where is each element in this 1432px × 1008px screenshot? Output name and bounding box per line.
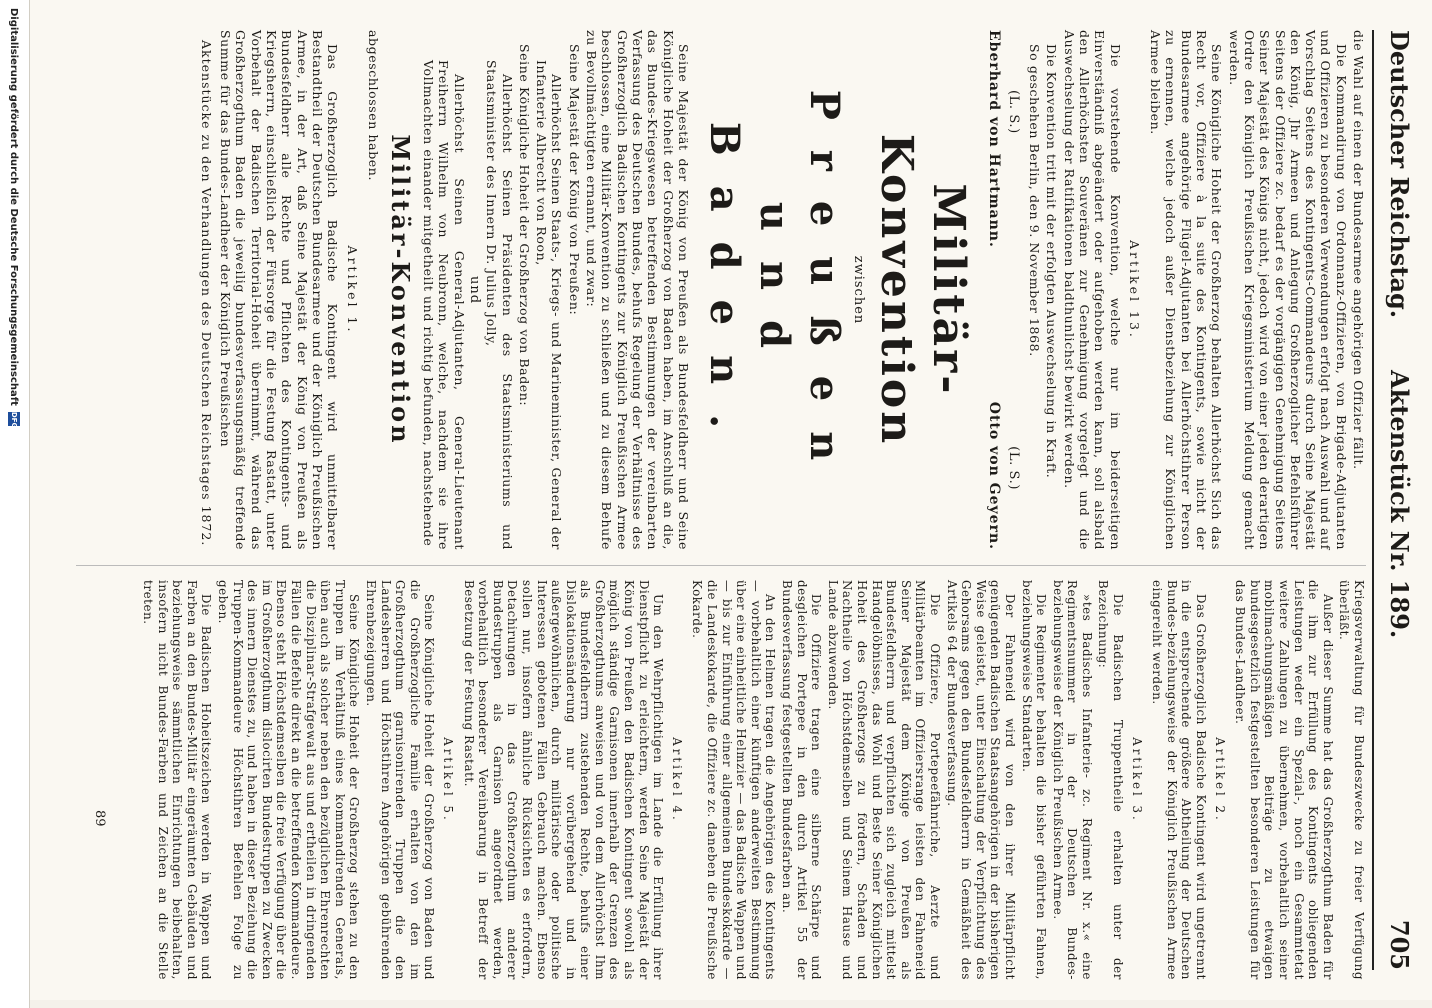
preamble: Seine Majestät der König von Preußen: [566, 44, 582, 316]
preamble: Allerhöchst Seinen Staats-, Kriegs- und Marineminister, General der Infanterie Albrecht von Roon, [534, 60, 565, 550]
paragraph: Die Konvention tritt mit der erfolgten Auswechselung in Kraft. [1044, 44, 1060, 479]
page-header [1374, 30, 1424, 970]
article-1-title: Artikel 1. [344, 245, 360, 335]
paragraph: Die Badischen Truppentheile erhalten unter der Bezeichnung: [1096, 580, 1126, 980]
header-page-number: 705 [1385, 919, 1414, 970]
paragraph: Das Großherzoglich Badische Kontingent wird ungetrennt in die entsprechende größere Abtheilung der Deutschen Bundes-beziehungsweise der Königlich Preußischen Armee eingereiht werden. [1150, 580, 1209, 980]
title-convention: Militär-Konvention [385, 134, 415, 446]
signing-place: So geschehen Berlin, den 9. November 1868. [1027, 44, 1043, 357]
header-rule [1372, 30, 1374, 970]
right-opening: Kriegsverwaltung für Bundeszwecke zu freier Verfügung überläßt. [1337, 580, 1366, 980]
paragraph: Der Fahneneid wird von den ihrer Militärpflicht genügenden Badischen Staatsangehörigen in der bisherigen Weise geleistet, unter Einschaltung der Verpflichtung des Gehorsams gegen den Bundesfeldherrn in Gemäßheit des Artikels 64 der Bundesverfassung. [944, 580, 1017, 980]
signatures [986, 30, 1001, 550]
paragraph: Um den Wehrpflichtigen im Lande die Erfüllung ihrer Dienstpflicht zu erleichtern, werden Seine Majestät der König von Preußen den Badischen Kontingent sowohl als möglich ständige Garnisonen innerhalb der Grenzen des Großherzogthums anweisen und von dem Allerhöchst Ihm als Bundesfeldherrn zustehenden Rechte, behufs einer Dislokationsänderung nur vorübergehend und in außergewöhnlichen, durch militärische oder politische Interessen gebotenen Fällen Gebrauch machen. Ebenso sollen nur, insofern ähnliche Rücksichten es erfordern, Detachirungen in das Großherzogthum anderer Bundestruppen als Garnison angeordnet werden, vorbehaltlich besonderer Vereinbarung in Betreff der Besetzung der Festung Rastatt. [461, 580, 666, 980]
signatory-right: Otto von Geyern. [986, 401, 1003, 550]
paragraph: Seine Königliche Hoheit der Großherzog von Baden und die Großherzogliche Familie erhalten von den im Großherzogthum garnisonirenden Truppen die den Landesherren und Höchstihren Angehörigen gebührenden Ehrenbezeigungen. [364, 580, 437, 980]
article-4-title: Artikel 4. [669, 737, 684, 823]
digitization-text: Digitalisierung gefördert durch die Deutsche Forschungsgemeinschaft [8, 8, 20, 406]
paragraph: Seine Königliche Hoheit der Großherzog stehen zu den Truppen im Verhältniß eines kommandirenden Generals, üben auch als solcher neben den bezüglichen Ehrenrechten die Disziplinar-Strafgewalt aus und ertheilen in dringenden Fällen die Befehle direkt an die betreffenden Kommandeure. Ebenso steht Höchstdemselben die freie Verfügung über die im Großherzogthum dislocirten Bundestruppen zu Zwecken des innern Dienstes zu, und haben in dieser Beziehung die Truppen-Kommandeure Höchstihren Befehlen Folge zu geben. [216, 580, 362, 980]
paragraph: Die Offiziere, Portepeefähnriche, Aerzte und Militärbeamten im Offiziersrange leisten den Fahneneid Seiner Majestät dem Könige von Preußen als Bundesfeldherrn und verpflichten sich zugleich mittelst Handgelöbnisses, das Wohl und Beste Seiner Königlichen Hoheit des Großherzogs zu fördern, Schaden und Nachtheile von Höchstdemselben und Seinem Hause und Lande abzuwenden. [825, 580, 942, 980]
paragraph: Die vorstehende Konvention, welche nur im beiderseitigen Einverständniß abgeändert oder aufgehoben werden kann, soll alsbald den Allerhöchsten Souveränen zur Genehmigung vorgelegt und die Auswechselung der Ratifikationen baldthunlichst bewirkt werden. [1061, 30, 1123, 550]
left-column [216, 30, 1366, 550]
title-states: Preußen und Baden. [700, 89, 848, 491]
paragraph: Die Badischen Hoheitszeichen werden in Wappen und Farben an den Bundes-Militär eingeräumten Gebäuden und beziehungsweise sämmtlichen Einrichtungen beibehalten, insofern nicht Bundes-Farben und Zeichen an die Stelle treten. [141, 580, 214, 980]
left-opening: die Wahl auf einen der Bundesarmee angehörigen Offizier fällt. [1351, 30, 1366, 470]
signatory-left: Eberhard von Hartmann. [986, 30, 1003, 248]
paragraph: Außer dieser Summe hat das Großherzogthum Baden für die ihm zur Erfüllung des Kontingents obliegenden Leistungen weder ein Spezial-, noch ein Gesammtetat weitere Zahlungen zu übernehmen, vorbehaltlich seiner mobilmachungsmäßigen Beiträge zu etwaigen bundesgesetzlich festgestellten besonderen Leistungen für das Bundes-Landheer. [1233, 580, 1335, 980]
paragraph: An den Helmen tragen die Angehörigen des Kontingents — vorbehaltlich einer künftigen anderweiten Bestimmung über eine einheitliche Helmzier — das Badische Wappen und — bis zur Einführung einer allgemeinen Bundeskokarde — die Landeskokarde, die Offiziere zc. daneben die Preußische Kokarde. [690, 580, 778, 980]
page-number: 89 [92, 810, 107, 827]
preamble: Seine Majestät der König von Preußen als Bundesfeldherr und Seine Königliche Hoheit der Großherzog von Baden haben, im Anschluß an die, das Bundes-Kriegswesen betreffenden Bestimmungen der vereinbarten Verfassung des Deutschen Bundes, behufs Regelung der Verhältnisse des Großherzoglich Badischen Kontingents zur Königlich Preußischen Armee beschlossen, eine Militär-Konvention zu schließen und zu diesem Behufe zu Bevollmächtigten ernannt, und zwar: [584, 30, 691, 550]
column-separator [76, 565, 1366, 566]
footnote: Aktenstücke zu den Verhandlungen des Deutschen Reichstages 1872. [199, 40, 214, 547]
preamble: Allerhöchst Seinen General-Adjutanten, General-Lieutenant Freiherrn Wilhelm von Neubronn, welche, nachdem sie ihre Vollmachten einander mitgetheilt und richtig befunden, nachstehende [421, 60, 467, 550]
und: und [467, 275, 483, 305]
title-main: Militär-Konvention [871, 133, 975, 447]
paragraph: Die Regimenter behalten die bisher geführten Fahnen, beziehungsweise Standarten. [1019, 580, 1049, 980]
preamble: Allerhöchst Seinen Präsidenten des Staatsministeriums und Staatsminister des Innern Dr. Julius Jolly, [484, 60, 515, 550]
paragraph: Seine Königliche Hoheit der Großherzog behalten Allerhöchst Sich das Recht vor, Offiziere à la suite des Kontingents, sowie nicht der Bundesarmee angehörige Flügel-Adjutanten bei Allerhöchstihrer Person zu ernennen, welche jedoch außer Dienstbeziehung zur Königlichen Armee bleiben. [1148, 30, 1225, 550]
title-between: zwischen [851, 255, 867, 325]
header-left: Deutscher Reichstag. [1385, 30, 1414, 319]
paragraph: Die Offiziere tragen eine silberne Schärpe und desgleichen Portepee in den durch Artikel 55 der Bundesverfassung festgestellten Bundesfarben an. [780, 580, 824, 980]
article-3-title: Artikel 3. [1129, 737, 1144, 823]
seal-left: (L. S.) [1005, 90, 1021, 134]
article-5-title: Artikel 5. [440, 737, 455, 823]
paragraph: Das Großherzoglich Badische Kontingent wird unmittelbarer Bestandtheil der Deutschen Bundesarmee und der Königlich Preußischen Armee, in der Art, daß Seine Majestät der König von Preußen als Bundesfeldherr alle Rechte und Pflichten des Kontingents- und Kriegsherrn, einschließlich der Fürsorge für die Festung Rastatt, unter Vorbehalt der Badischen Territorial-Hoheit übernimmt, während das Großherzogthum Baden die jeweilig bundesverfassungsmäßig treffende Summe für das Bundes-Landheer der Königlich Preußischen [218, 30, 341, 550]
concluded: abgeschlossen haben. [365, 30, 381, 182]
preamble: Seine Königliche Hoheit der Großherzog von Baden: [516, 44, 532, 407]
seals [1005, 30, 1020, 550]
paragraph: »tes Badisches Infanterie- zc. Regiment Nr. x.« eine Regimentsnummer in der Deutschen Bundes- beziehungsweise der Königlich Preußischen Armee. [1050, 580, 1094, 980]
digitization-note [0, 0, 30, 1008]
seal-right: (L. S.) [1005, 446, 1021, 490]
paragraph: Die Kommandirung von Ordonnanz-Offizieren, von Brigade-Adjutanten und Offizieren zu besonderen Verwendungen erfolgt nach Auswahl und auf Vorschlag Seitens des Kontingents-Commandeurs durch Seine Majestät den König, Jhr Armeen und Anlegung Großherzoglicher Befehlsführer Seitens der Offiziere zc. bedarf es der vorgängigen Genehmigung Seitens Seiner Majestät des Königs nicht, jedoch wird von einer jeden derartigen Ordre den Königlich Preußischen Kriegsministerium Meldung gemacht werden. [1226, 30, 1349, 550]
right-column [139, 580, 1367, 980]
dfg-logo: DFG [10, 411, 18, 429]
header-center: Aktenstück Nr. 189. [1385, 370, 1414, 639]
article-13-title: Artikel 13. [1126, 240, 1142, 340]
article-2-title: Artikel 2. [1212, 737, 1227, 823]
